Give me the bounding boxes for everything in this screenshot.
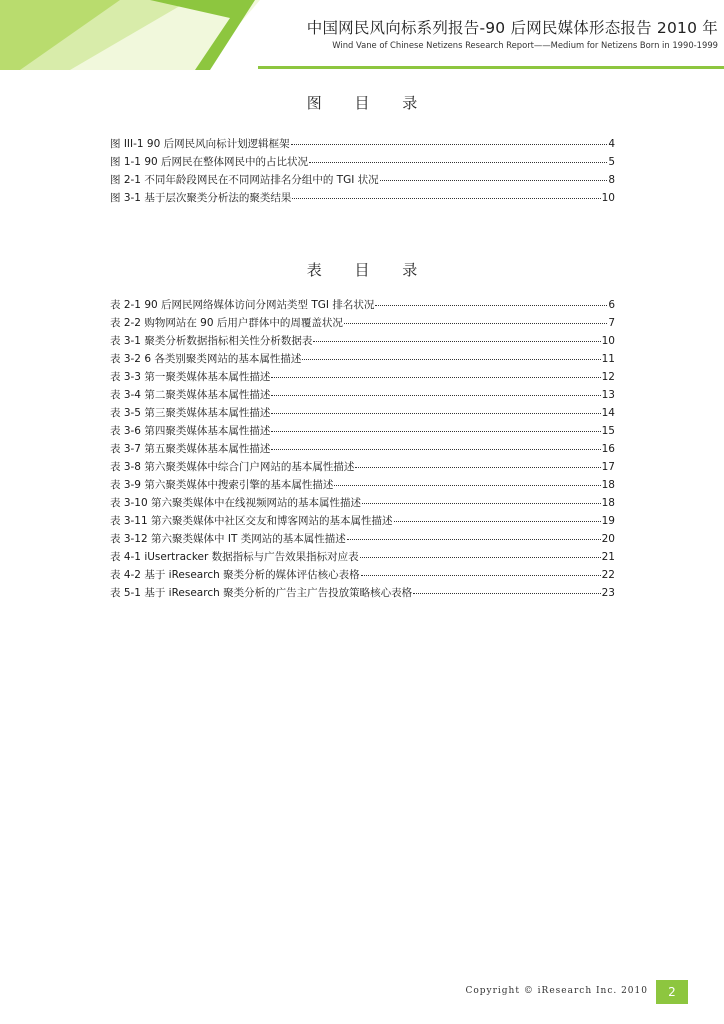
toc-leader-dots — [291, 138, 608, 145]
toc-entry-label: 表 2-1 90 后网民网络媒体访问分网站类型 TGI 排名状况 — [110, 299, 375, 311]
toc-entry-page: 11 — [601, 353, 615, 365]
toc-entry-label: 图 III-1 90 后网民风向标计划逻辑框架 — [110, 138, 290, 150]
toc-entry-page: 8 — [608, 174, 615, 186]
toc-entry[interactable] — [110, 441, 615, 459]
toc-entry[interactable] — [110, 387, 615, 405]
toc-leader-dots — [271, 443, 600, 450]
footer-copyright: Copyright © iResearch Inc. 2010 — [465, 986, 648, 996]
toc-entry-label: 表 3-5 第三聚类媒体基本属性描述 — [110, 407, 271, 419]
toc-entry-page: 18 — [601, 497, 615, 509]
header-rule — [258, 66, 724, 69]
toc-entry[interactable] — [110, 531, 615, 549]
toc-entry[interactable] — [110, 190, 615, 208]
figures-toc-list — [110, 136, 615, 208]
toc-entry[interactable] — [110, 369, 615, 387]
toc-entry[interactable] — [110, 154, 615, 172]
toc-entry-label: 表 3-2 6 各类别聚类网站的基本属性描述 — [110, 353, 302, 365]
toc-entry-label: 表 5-1 基于 iResearch 聚类分析的广告主广告投放策略核心表格 — [110, 587, 413, 599]
toc-entry-page: 5 — [608, 156, 615, 168]
toc-leader-dots — [355, 461, 600, 468]
toc-leader-dots — [271, 371, 600, 378]
toc-leader-dots — [360, 551, 601, 558]
toc-leader-dots — [271, 407, 600, 414]
toc-entry-label: 表 4-1 iUsertracker 数据指标与广告效果指标对应表 — [110, 551, 359, 563]
toc-leader-dots — [309, 156, 607, 163]
toc-leader-dots — [292, 192, 600, 199]
toc-entry[interactable] — [110, 423, 615, 441]
toc-entry[interactable] — [110, 297, 615, 315]
toc-entry-page: 17 — [601, 461, 615, 473]
toc-entry-page: 15 — [601, 425, 615, 437]
toc-entry-label: 表 3-8 第六聚类媒体中综合门户网站的基本属性描述 — [110, 461, 355, 473]
toc-entry-page: 21 — [601, 551, 615, 563]
tables-toc-list — [110, 297, 615, 603]
toc-entry[interactable] — [110, 333, 615, 351]
toc-leader-dots — [271, 389, 600, 396]
toc-entry-page: 20 — [601, 533, 615, 545]
toc-entry-page: 19 — [601, 515, 615, 527]
toc-entry-label: 表 3-6 第四聚类媒体基本属性描述 — [110, 425, 271, 437]
toc-entry-page: 16 — [601, 443, 615, 455]
toc-entry-page: 10 — [601, 335, 615, 347]
toc-entry[interactable] — [110, 567, 615, 585]
toc-entry[interactable] — [110, 351, 615, 369]
toc-entry[interactable] — [110, 172, 615, 190]
toc-leader-dots — [394, 515, 601, 522]
toc-entry-page: 13 — [601, 389, 615, 401]
toc-entry-label: 图 3-1 基于层次聚类分析法的聚类结果 — [110, 192, 292, 204]
toc-leader-dots — [313, 335, 600, 342]
toc-entry[interactable] — [110, 585, 615, 603]
page-header — [0, 0, 724, 70]
toc-entry[interactable] — [110, 477, 615, 495]
toc-leader-dots — [302, 353, 600, 360]
report-title: 中国网民风向标系列报告-90 后网民媒体形态报告 2010 年 — [306, 19, 718, 37]
toc-entry-page: 12 — [601, 371, 615, 383]
toc-leader-dots — [413, 587, 601, 594]
toc-leader-dots — [362, 497, 601, 504]
toc-entry-page: 23 — [601, 587, 615, 599]
toc-entry-label: 表 2-2 购物网站在 90 后用户群体中的周覆盖状况 — [110, 317, 343, 329]
toc-entry-label: 表 3-11 第六聚类媒体中社区交友和博客网站的基本属性描述 — [110, 515, 393, 527]
toc-entry-label: 图 2-1 不同年龄段网民在不同网站排名分组中的 TGI 状况 — [110, 174, 379, 186]
toc-entry-page: 6 — [608, 299, 615, 311]
toc-entry[interactable] — [110, 136, 615, 154]
toc-entry-label: 表 3-10 第六聚类媒体中在线视频网站的基本属性描述 — [110, 497, 362, 509]
toc-entry-page: 14 — [601, 407, 615, 419]
toc-leader-dots — [334, 479, 600, 486]
toc-entry-page: 10 — [601, 192, 615, 204]
toc-leader-dots — [347, 533, 601, 540]
page-number-badge: 2 — [656, 980, 688, 1004]
toc-leader-dots — [344, 317, 607, 324]
toc-leader-dots — [271, 425, 600, 432]
toc-entry[interactable] — [110, 495, 615, 513]
header-decoration — [0, 0, 260, 70]
toc-leader-dots — [375, 299, 607, 306]
toc-entry-label: 表 3-7 第五聚类媒体基本属性描述 — [110, 443, 271, 455]
toc-entry[interactable] — [110, 405, 615, 423]
toc-entry-label: 表 3-12 第六聚类媒体中 IT 类网站的基本属性描述 — [110, 533, 346, 545]
toc-entry[interactable] — [110, 459, 615, 477]
toc-leader-dots — [380, 174, 608, 181]
toc-entry-label: 表 3-4 第二聚类媒体基本属性描述 — [110, 389, 271, 401]
toc-entry[interactable] — [110, 513, 615, 531]
toc-entry-label: 图 1-1 90 后网民在整体网民中的占比状况 — [110, 156, 309, 168]
report-subtitle: Wind Vane of Chinese Netizens Research Report——Medium for Netizens Born in 1990-1999 — [332, 40, 718, 50]
toc-entry[interactable] — [110, 315, 615, 333]
toc-entry-label: 表 3-1 聚类分析数据指标相关性分析数据表 — [110, 335, 313, 347]
toc-entry-label: 表 4-2 基于 iResearch 聚类分析的媒体评估核心表格 — [110, 569, 360, 581]
toc-entry-page: 7 — [608, 317, 615, 329]
figures-section-title: 图 目 录 — [306, 94, 432, 112]
toc-entry-page: 22 — [601, 569, 615, 581]
toc-entry-page: 18 — [601, 479, 615, 491]
toc-entry[interactable] — [110, 549, 615, 567]
toc-entry-label: 表 3-9 第六聚类媒体中搜索引擎的基本属性描述 — [110, 479, 334, 491]
toc-leader-dots — [361, 569, 601, 576]
toc-entry-label: 表 3-3 第一聚类媒体基本属性描述 — [110, 371, 271, 383]
toc-entry-page: 4 — [608, 138, 615, 150]
tables-section-title: 表 目 录 — [306, 261, 432, 279]
